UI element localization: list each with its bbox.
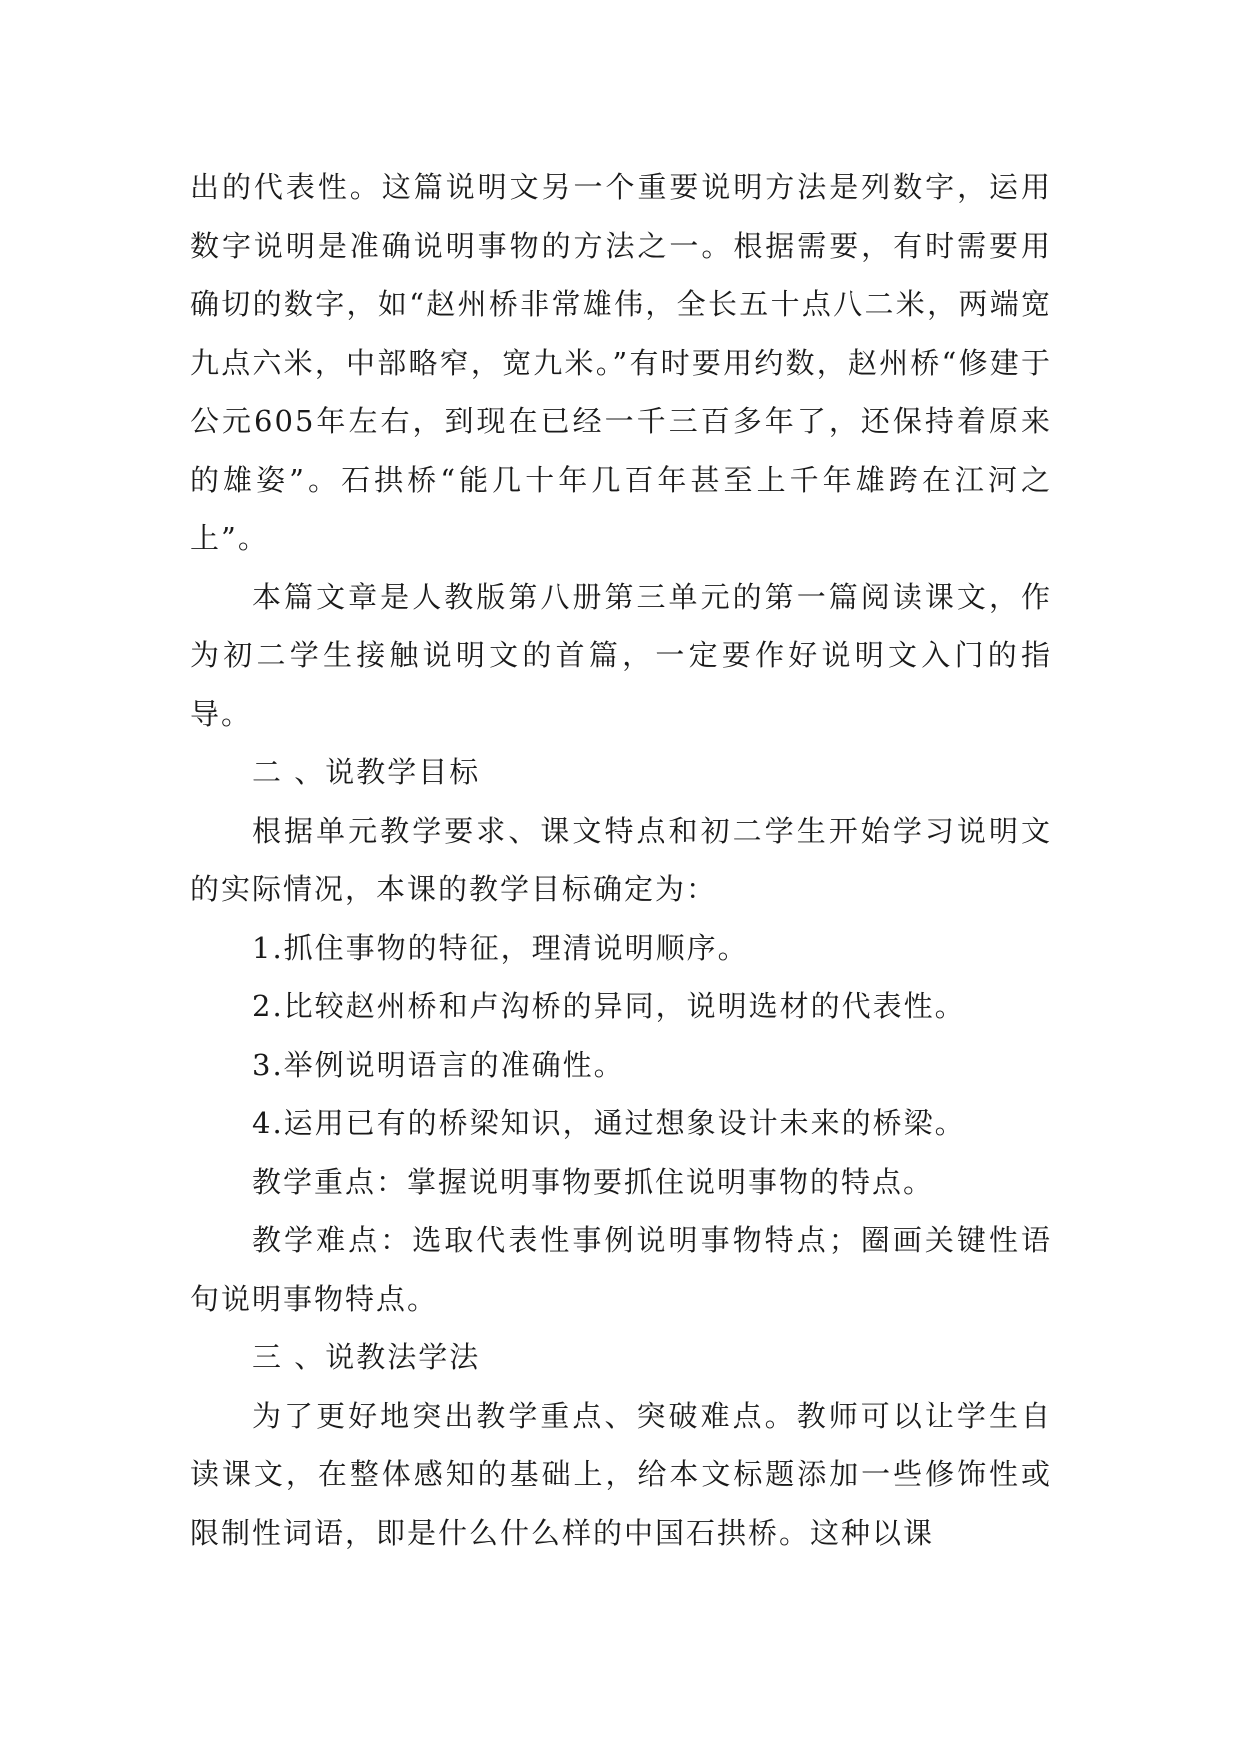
paragraph-continuation: 出的代表性。这篇说明文另一个重要说明方法是列数字，运用数字说明是准确说明事物的方法之一。根据需要，有时需要用确切的数字，如“赵州桥非常雄伟，全长五十点八二米，两端宽九点六米，中部略窄，宽九米。”有时要用约数，赵州桥“修建于公元605年左右，到现在已经一千三百多年了，还保持着原来的雄姿”。石拱桥“能几十年几百年甚至上千年雄跨在江河之上”。: [190, 170, 1052, 555]
section-heading-teaching-methods: 三 、说教法学法: [252, 1340, 481, 1374]
paragraph-key-point: 教学重点：掌握说明事物要抓住说明事物的特点。: [252, 1164, 935, 1199]
goal-item-2: 2.比较赵州桥和卢沟桥的异同，说明选材的代表性。: [252, 989, 966, 1023]
document-body: [190, 158, 1052, 1562]
paragraph-goals-intro: 根据单元教学要求、课文特点和初二学生开始学习说明文的实际情况，本课的教学目标确定为：: [190, 813, 1052, 906]
paragraph-difficult-point: 教学难点：选取代表性事例说明事物特点；圈画关键性语句说明事物特点。: [190, 1223, 1052, 1316]
section-heading-teaching-goals: 二 、说教学目标: [252, 755, 481, 789]
paragraph-textbook-context: 本篇文章是人教版第八册第三单元的第一篇阅读课文，作为初二学生接触说明文的首篇，一定要作好说明文入门的指导。: [190, 579, 1052, 731]
goal-item-1: 1.抓住事物的特征，理清说明顺序。: [252, 930, 749, 965]
goal-item-3: 3.举例说明语言的准确性。: [252, 1047, 625, 1082]
paragraph-methods: 为了更好地突出教学重点、突破难点。教师可以让学生自读课文，在整体感知的基础上，给本文标题添加一些修饰性或限制性词语，即是什么什么样的中国石拱桥。这种以课: [190, 1398, 1052, 1550]
goal-item-4: 4.运用已有的桥梁知识，通过想象设计未来的桥梁。: [252, 1106, 966, 1140]
